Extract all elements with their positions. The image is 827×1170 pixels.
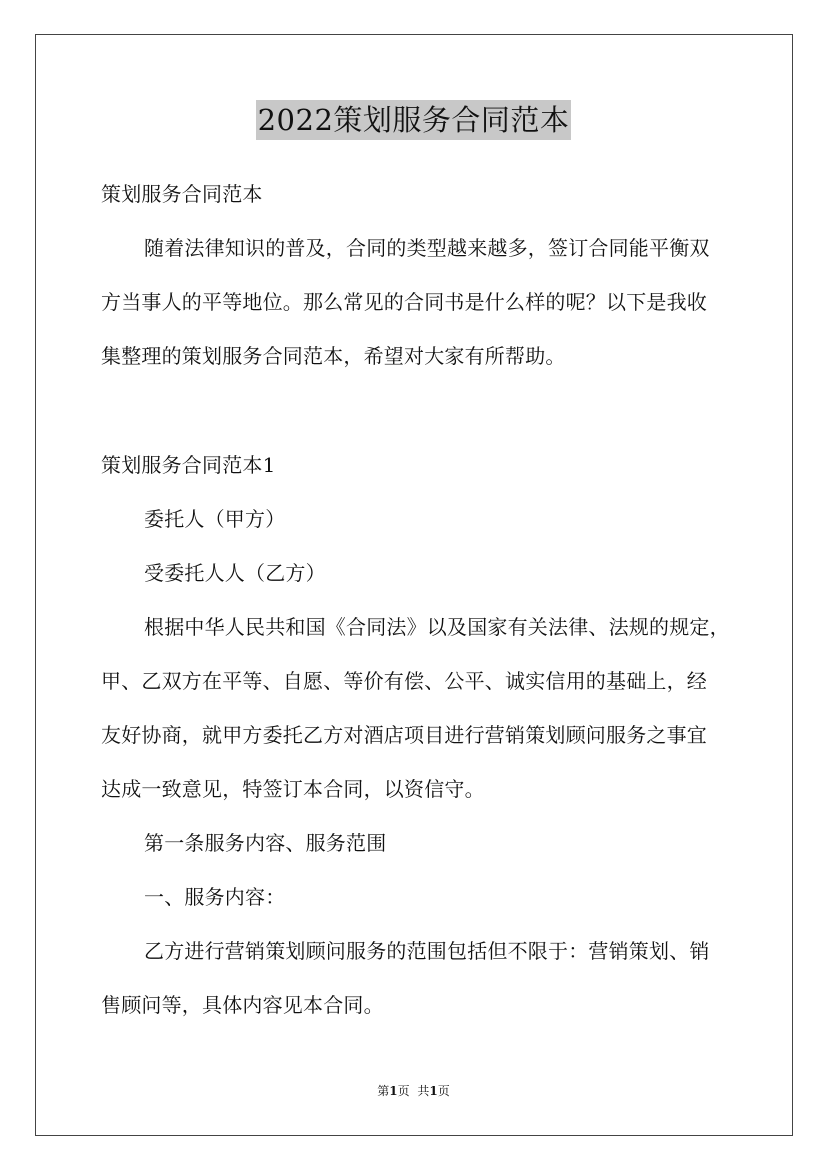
clause-heading: 第一条服务内容、服务范围 xyxy=(144,831,387,855)
clause-subheading: 一、服务内容： xyxy=(144,885,286,909)
paragraph-line: 随着法律知识的普及，合同的类型越来越多，签订合同能平衡双 xyxy=(144,236,710,260)
page-footer xyxy=(0,1083,827,1099)
page-suffix: 页 xyxy=(397,1084,410,1098)
total-prefix: 共 xyxy=(417,1084,430,1098)
document-title: 2022策划服务合同范本 xyxy=(256,100,572,140)
total-pages: 1 xyxy=(429,1084,438,1098)
paragraph-line: 受委托人人（乙方） xyxy=(144,561,326,585)
paragraph-line: 方当事人的平等地位。那么常见的合同书是什么样的呢？以下是我收 xyxy=(101,290,707,314)
title-container xyxy=(0,100,827,140)
section-heading: 策划服务合同范本 xyxy=(101,182,263,206)
section-heading: 策划服务合同范本1 xyxy=(101,453,276,477)
paragraph-line: 根据中华人民共和国《合同法》以及国家有关法律、法规的规定， xyxy=(144,615,730,639)
paragraph-line: 达成一致意见，特签订本合同，以资信守。 xyxy=(101,777,485,801)
paragraph-line: 甲、乙双方在平等、自愿、等价有偿、公平、诚实信用的基础上，经 xyxy=(101,669,707,693)
paragraph-line: 乙方进行营销策划顾问服务的范围包括但不限于：营销策划、销 xyxy=(144,939,710,963)
paragraph-line: 集整理的策划服务合同范本，希望对大家有所帮助。 xyxy=(101,344,566,368)
page-prefix: 第 xyxy=(377,1084,390,1098)
page-number: 1 xyxy=(389,1084,398,1098)
paragraph-line: 售顾问等，具体内容见本合同。 xyxy=(101,993,384,1017)
paragraph-line: 委托人（甲方） xyxy=(144,507,286,531)
paragraph-line: 友好协商，就甲方委托乙方对酒店项目进行营销策划顾问服务之事宜 xyxy=(101,723,707,747)
total-suffix: 页 xyxy=(437,1084,450,1098)
